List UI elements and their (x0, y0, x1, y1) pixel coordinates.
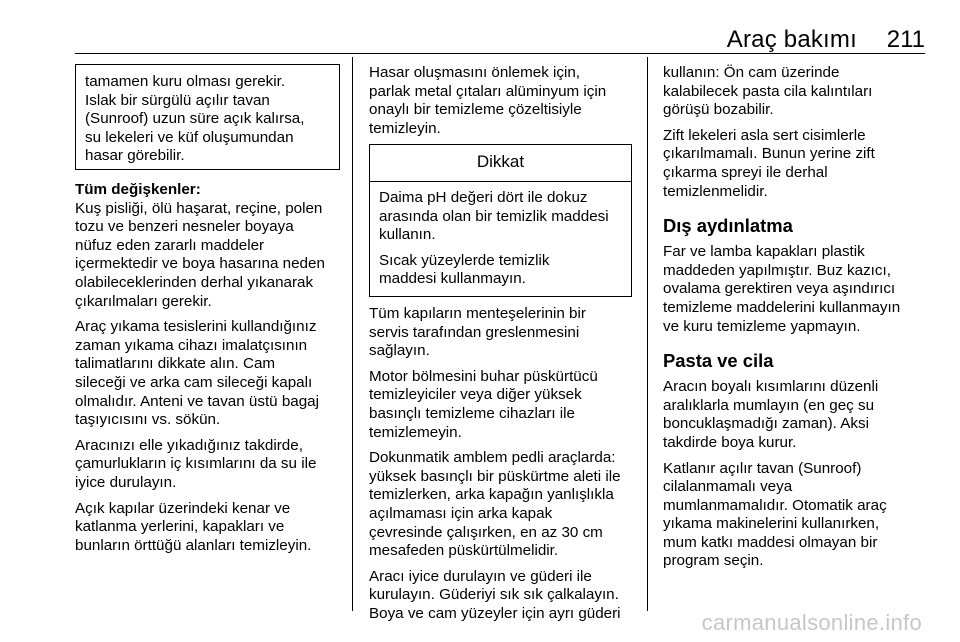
paragraph: Açık kapılar üzerindeki kenar ve katlanma yerlerini, kapakları ve bunların örttüğü alanları temizleyin. (75, 499, 312, 554)
subheading: Tüm değişkenler: (75, 181, 201, 198)
notice-paragraph: Daima pH değeri dört ile dokuz arasında olan bir temizlik maddesi kullanın. (379, 189, 609, 244)
section-title: Araç bakımı (726, 26, 857, 53)
watermark: carmanualsonline.info (701, 610, 922, 635)
paragraph: kullanın: Ön cam üzerinde kalabilecek pasta cila kalıntıları görüşü bozabilir. (663, 64, 873, 119)
notice-box (369, 144, 632, 297)
column-2 (369, 64, 641, 146)
paragraph: Katlanır açılır tavan (Sunroof) cilalanmamalı veya mumlanmamalıdır. Otomatik araç yıkama makinelerini kullanırken, mum katkı maddesi olmayan bir program seçin. (663, 459, 887, 570)
column-divider (647, 57, 648, 611)
column-1 (75, 181, 345, 562)
section-heading: Dış aydınlatma (663, 215, 793, 237)
paragraph: Aracınızı elle yıkadığınız takdirde, çamurlukların iç kısımlarını da su ile iyice durulayın. (75, 436, 317, 491)
paragraph: Aracın boyalı kısımlarını düzenli aralıklarla mumlayın (en geç su boncuklaşmadığı zaman). Aksi takdirde boya kurur. (663, 378, 879, 451)
header-rule (75, 53, 925, 54)
paragraph: Araç yıkama tesislerini kullandığınız zaman yıkama cihazı imalatçısının talimatlarını dikkate alın. Cam sileceği ve arka cam sileceği kapalı olmalıdır. Anteni ve tavan üstü bagaj taşıyıcısını vs. sökün. (75, 318, 319, 429)
section-heading: Pasta ve cila (663, 350, 774, 372)
column-divider (352, 57, 353, 611)
column-3 (663, 64, 933, 578)
notice-paragraph: Sıcak yüzeylerde temizlik maddesi kullanmayın. (379, 251, 550, 288)
paragraph: Dokunmatik amblem pedli araçlarda: yüksek basınçlı bir püskürtme aleti ile temizlerken, arka kapağın yanlışlıkla açılmaması için arka kapak çevresinde çalışırken, en az 30 cm mesafeden püskürtülmelidir. (369, 449, 621, 560)
paragraph: Aracı iyice durulayın ve güderi ile kurulayın. Güderiyi sık sık çalkalayın. Boya ve cam yüzeyler için ayrı güderi (369, 567, 621, 622)
paragraph: Tüm kapıların menteşelerinin bir servis tarafından greslenmesini sağlayın. (369, 305, 586, 360)
page-number: 211 (886, 26, 925, 53)
note-text: tamamen kuru olması gerekir. Islak bir sürgülü açılır tavan (Sunroof) uzun süre açık kalırsa, su lekeleri ve küf oluşumundan hasar görebilir. (85, 73, 305, 165)
continued-note-box (75, 64, 340, 170)
paragraph: Zift lekeleri asla sert cisimlerle çıkarılmamalı. Bunun yerine zift çıkarma spreyi ile derhal temizlenmelidir. (663, 126, 875, 200)
paragraph: Hasar oluşmasını önlemek için, parlak metal çıtaları alüminyum için onaylı bir temizleme çözeltisiyle temizleyin. (369, 64, 607, 137)
paragraph: Far ve lamba kapakları plastik maddeden yapılmıştır. Buz kazıcı, ovalama gerektiren veya aşındırıcı temizleme maddelerini kullanmayın ve kuru temizleme yapmayın. (663, 243, 901, 335)
notice-title: Dikkat (370, 145, 631, 182)
paragraph: Motor bölmesini buhar püskürtücü temizleyiciler veya diğer yüksek basınçlı temizleme cihazları ile temizlemeyin. (369, 367, 598, 441)
column-2-continued (369, 305, 641, 631)
paragraph: Kuş pisliği, ölü haşarat, reçine, polen tozu ve benzeri nesneler boyaya nüfuz eden zararlı maddeler içermektedir ve boya hasarına neden olabileceklerinden derhal yıkanarak çıkarılmaları gerekir. (75, 199, 325, 310)
